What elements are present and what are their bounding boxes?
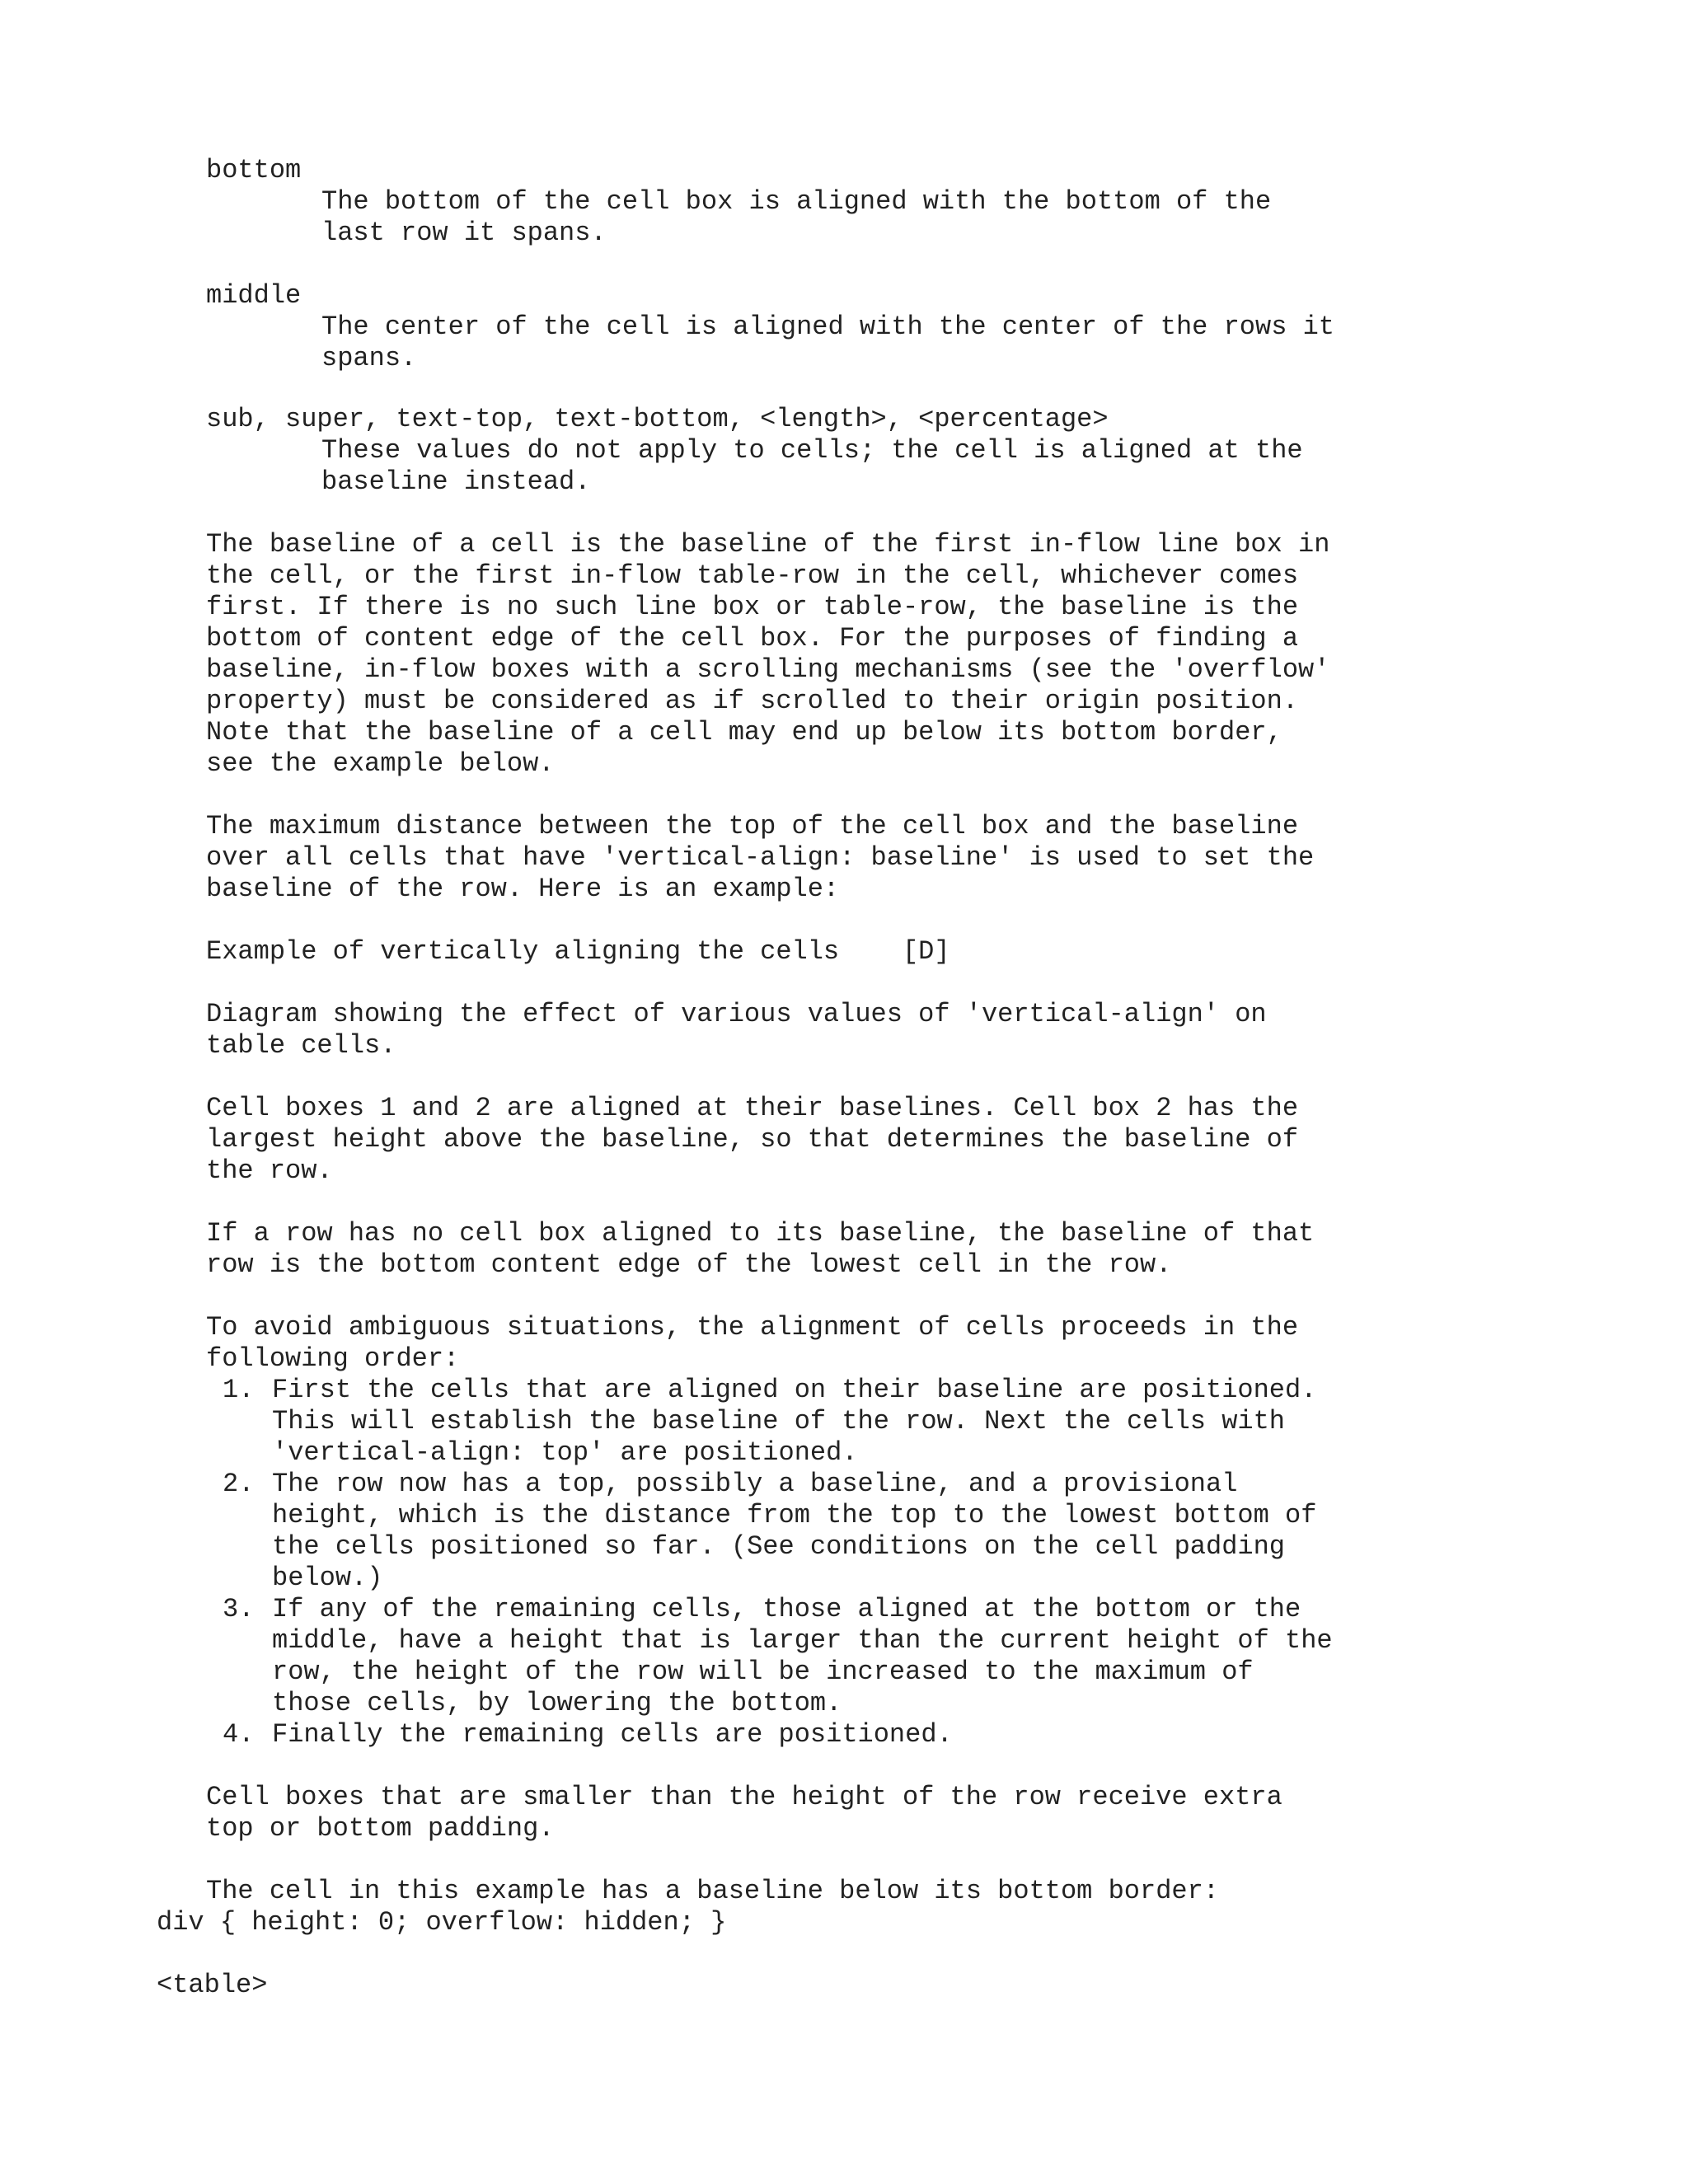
list-item-number: 3. bbox=[223, 1594, 255, 1624]
definition-term-other-values: sub, super, text-top, text-bottom, <length>, <percentage> bbox=[206, 404, 1109, 434]
list-item-line: those cells, by lowering the bottom. bbox=[272, 1688, 842, 1718]
paragraph-line: see the example below. bbox=[206, 748, 555, 779]
paragraph-line: Cell boxes 1 and 2 are aligned at their baselines. Cell box 2 has the bbox=[206, 1093, 1299, 1123]
example-caption: Example of vertically aligning the cells [D] bbox=[206, 936, 950, 967]
diagram-description-line: Diagram showing the effect of various values of 'vertical-align' on bbox=[206, 999, 1267, 1029]
paragraph-line: Note that the baseline of a cell may end up below its bottom border, bbox=[206, 717, 1282, 748]
paragraph-line: baseline of the row. Here is an example: bbox=[206, 874, 840, 904]
list-item-line: the cells positioned so far. (See conditions on the cell padding bbox=[272, 1531, 1285, 1562]
definition-desc-line: baseline instead. bbox=[321, 466, 591, 497]
list-item-line: 'vertical-align: top' are positioned. bbox=[272, 1437, 858, 1468]
paragraph-line: the cell, or the first in-flow table-row in the cell, whichever comes bbox=[206, 560, 1299, 591]
paragraph-line: largest height above the baseline, so that determines the baseline of bbox=[206, 1124, 1299, 1155]
paragraph-line: The maximum distance between the top of the cell box and the baseline bbox=[206, 811, 1299, 841]
paragraph-line: top or bottom padding. bbox=[206, 1813, 555, 1844]
code-line: div { height: 0; overflow: hidden; } bbox=[157, 1907, 727, 1938]
list-item-line: middle, have a height that is larger than the current height of the bbox=[272, 1625, 1333, 1656]
list-item-line: row, the height of the row will be increased to the maximum of bbox=[272, 1657, 1254, 1687]
definition-desc-line: These values do not apply to cells; the cell is aligned at the bbox=[321, 435, 1303, 466]
definition-desc-line: The bottom of the cell box is aligned with the bottom of the bbox=[321, 186, 1272, 217]
paragraph-line: property) must be considered as if scrolled to their origin position. bbox=[206, 686, 1299, 716]
list-item-line: The row now has a top, possibly a baseline, and a provisional bbox=[272, 1469, 1238, 1499]
definition-desc-line: spans. bbox=[321, 343, 417, 373]
list-item-line: This will establish the baseline of the row. Next the cells with bbox=[272, 1406, 1285, 1436]
list-item-line: height, which is the distance from the top to the lowest bottom of bbox=[272, 1500, 1317, 1530]
definition-desc-line: last row it spans. bbox=[321, 218, 607, 248]
paragraph-line: row is the bottom content edge of the lowest cell in the row. bbox=[206, 1249, 1172, 1280]
list-item-line: If any of the remaining cells, those aligned at the bottom or the bbox=[272, 1594, 1301, 1624]
list-item-number: 2. bbox=[223, 1469, 255, 1499]
definition-term-bottom: bottom bbox=[206, 155, 302, 185]
list-item-number: 4. bbox=[223, 1719, 255, 1750]
diagram-description-line: table cells. bbox=[206, 1030, 396, 1061]
paragraph-line: Cell boxes that are smaller than the height of the row receive extra bbox=[206, 1782, 1282, 1812]
paragraph-line: over all cells that have 'vertical-align: baseline' is used to set the bbox=[206, 842, 1315, 873]
code-line: <table> bbox=[157, 1970, 268, 2000]
definition-term-middle: middle bbox=[206, 280, 302, 311]
list-item-number: 1. bbox=[223, 1375, 255, 1405]
paragraph-line: baseline, in-flow boxes with a scrolling mechanisms (see the 'overflow' bbox=[206, 654, 1330, 685]
paragraph-line: If a row has no cell box aligned to its baseline, the baseline of that bbox=[206, 1218, 1315, 1249]
list-item-line: First the cells that are aligned on their baseline are positioned. bbox=[272, 1375, 1317, 1405]
list-item-line: Finally the remaining cells are positioned. bbox=[272, 1719, 953, 1750]
paragraph-line: bottom of content edge of the cell box. For the purposes of finding a bbox=[206, 623, 1299, 654]
paragraph-line: To avoid ambiguous situations, the alignment of cells proceeds in the bbox=[206, 1312, 1299, 1343]
paragraph-line: following order: bbox=[206, 1343, 460, 1374]
paragraph-line: the row. bbox=[206, 1155, 333, 1186]
paragraph-line: The baseline of a cell is the baseline of the first in-flow line box in bbox=[206, 529, 1330, 560]
definition-desc-line: The center of the cell is aligned with the center of the rows it bbox=[321, 312, 1334, 342]
paragraph-line: first. If there is no such line box or table-row, the baseline is the bbox=[206, 592, 1299, 622]
list-item-line: below.) bbox=[272, 1563, 383, 1593]
paragraph-line: The cell in this example has a baseline below its bottom border: bbox=[206, 1876, 1219, 1906]
